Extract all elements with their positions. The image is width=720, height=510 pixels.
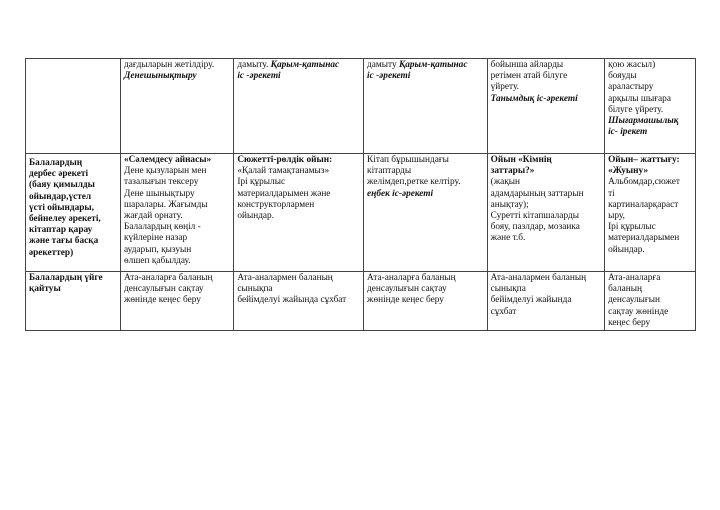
cell-text-line: материалдарымен [608, 233, 680, 244]
cell-text-line: Шығармашылық [608, 116, 679, 127]
cell-text-line: іс -әрекеті [367, 71, 411, 82]
cell-text-line: желімдеп,ретке келтіру. [367, 177, 461, 188]
day-cell [605, 154, 696, 272]
cell-text-line: баланың [608, 284, 642, 295]
cell-text-line: Дене шынықтыру [123, 188, 195, 199]
cell-text-line: Ата-аналарға [608, 273, 661, 283]
cell-text-line: денсаулығын сақтау [367, 284, 447, 295]
cell-text-line: жөнінде кеңес беру [123, 295, 201, 306]
cell-text-line: сақтау жөнінде [608, 306, 669, 317]
cell-text-line: Қарым-қатынас [270, 60, 340, 70]
cell-text-line: Суретті кітапшаларды [490, 211, 579, 222]
cell-text-line: Ірі құрылыс [237, 177, 286, 188]
cell-text-line: кітаптар қарау [29, 225, 93, 236]
row-header-cell [26, 154, 121, 272]
cell-text-line: жөнінде кеңес беру [367, 295, 444, 306]
row-header-cell [26, 59, 121, 154]
cell-text-line: (баяу қимылды [29, 180, 95, 191]
cell-text-line: ретімен атай білуге [490, 71, 568, 82]
cell-text-line: әрекеттер) [29, 247, 74, 258]
cell-text-line: жағдай орнату. [123, 211, 183, 222]
cell-text-line: білуге үйрету. [608, 104, 664, 115]
cell-text-line: дамыту. [237, 60, 271, 70]
cell-text-line: іс -әрекеті [237, 71, 281, 82]
cell-text-line: Ойын– жаттығу: [608, 155, 680, 165]
cell-text-line: Ата-аналарға баланың [367, 273, 456, 283]
cell-text-line: Балалардың үйге [29, 273, 103, 283]
day-cell [120, 272, 233, 331]
cell-text-line: араластыру [608, 82, 654, 93]
day-cell [234, 154, 364, 272]
cell-text-line: сынықпа [237, 284, 273, 295]
day-cell [364, 59, 488, 154]
day-cell [605, 59, 696, 154]
cell-text-line: бейімделуі жайында сұхбат [237, 295, 347, 306]
cell-text-line: Кітап бұрышындағы [367, 155, 449, 165]
cell-text-line: ойындар,үстел [29, 191, 92, 202]
cell-text-line: заттары?» [490, 166, 535, 177]
cell-text-line: «Сәлемдесу айнасы» [123, 155, 212, 165]
cell-text-line: ыру, [608, 211, 625, 222]
cell-text-line: Балалардың көңіл - [123, 222, 201, 233]
cell-text-line: кітаптарды [367, 166, 412, 177]
day-cell [487, 272, 604, 331]
day-cell [364, 154, 488, 272]
cell-text-line: бейнелеу әрекеті, [29, 214, 101, 225]
day-cell [234, 272, 364, 331]
cell-text-line: тазалығын тексеру [123, 177, 199, 188]
cell-text-line: бояуды [608, 71, 637, 82]
cell-text-line: Балалардың [29, 158, 83, 168]
cell-text-line: арқылы шығара [608, 93, 671, 104]
cell-text-line: «Жуыну» [608, 166, 649, 177]
cell-text-line: дамыту [367, 60, 399, 70]
cell-text-line: сынықпа [490, 284, 526, 295]
cell-text-line: ойындар. [237, 211, 275, 222]
cell-text-line: (жақын [490, 177, 521, 188]
cell-text-line: үйрету. [490, 82, 520, 93]
cell-text-line: Танымдық іс-әрекеті [490, 93, 578, 104]
cell-text-line: бойынша айларды [490, 60, 564, 70]
cell-text-line: Денешынықтыру [123, 71, 197, 82]
cell-text-line: адамдарының заттарын [490, 188, 584, 199]
cell-text-line: картиналарқараст [608, 199, 679, 210]
day-cell [120, 154, 233, 272]
cell-text-line: өлшеп қабылдау. [123, 255, 191, 266]
cell-text-line: кеңес беру [608, 317, 651, 328]
cell-text-line: еңбек іс-әрекеті [367, 188, 434, 199]
cell-text-line: қайтуы [29, 284, 61, 295]
cell-text-line: конструкторлармен [237, 199, 315, 210]
cell-text-line: Қарым-қатынас [398, 60, 468, 70]
cell-text-line: сұхбат [490, 306, 517, 317]
cell-text-line: дербес әрекеті [29, 169, 89, 180]
cell-text-line: іс- ірекет [608, 127, 648, 138]
day-cell [487, 154, 604, 272]
cell-text-line: аударып, қызуын [123, 244, 192, 255]
cell-text-line: денсаулығын сақтау [123, 284, 204, 295]
row-independent-activity [26, 154, 696, 272]
cell-text-line: ойындар. [608, 244, 645, 255]
cell-text-line: бейімделуі жайында [490, 295, 572, 306]
cell-text-line: Ірі құрылыс [608, 222, 656, 233]
cell-text-line: шаралары. Жағымды [123, 199, 208, 210]
day-cell [120, 59, 233, 154]
cell-text-line: күйлеріне назар [123, 233, 188, 244]
cell-text-line: қою жасыл) [608, 60, 656, 70]
day-cell [364, 272, 488, 331]
cell-text-line: «Қалай тамақтанамыз» [237, 166, 330, 177]
cell-text-line: Альбомдар,сюжет [608, 177, 680, 188]
cell-text-line: бояу, пазлдар, мозаика [490, 222, 580, 233]
cell-text-line: Дене қызуларын мен [123, 166, 207, 177]
cell-text-line: және т.б. [490, 233, 526, 244]
day-cell [605, 272, 696, 331]
cell-text-line: Сюжетті-рөлдік ойын: [237, 155, 333, 165]
cell-text-line: материалдарымен және [237, 188, 331, 199]
row-header-cell [26, 272, 121, 331]
cell-text-line: Ойын «Кімнің [490, 155, 552, 165]
cell-text-line: және тағы басқа [29, 236, 99, 247]
cell-text-line: анықтау); [490, 199, 529, 210]
cell-text-line: дағдыларын жетілдіру. [123, 60, 215, 70]
row-going-home [26, 272, 696, 331]
schedule-table [25, 58, 696, 331]
cell-text-line: үсті ойындары, [29, 202, 94, 213]
cell-text-line: денсаулығын [608, 295, 660, 306]
day-cell [234, 59, 364, 154]
cell-text-line: ті [608, 188, 615, 199]
day-cell [487, 59, 604, 154]
cell-text-line: Ата-аналармен баланың [490, 273, 587, 283]
cell-text-line: Ата-аналармен баланың [237, 273, 333, 283]
cell-text-line: Ата-аналарға баланың [123, 273, 213, 283]
row-continuation [26, 59, 696, 154]
